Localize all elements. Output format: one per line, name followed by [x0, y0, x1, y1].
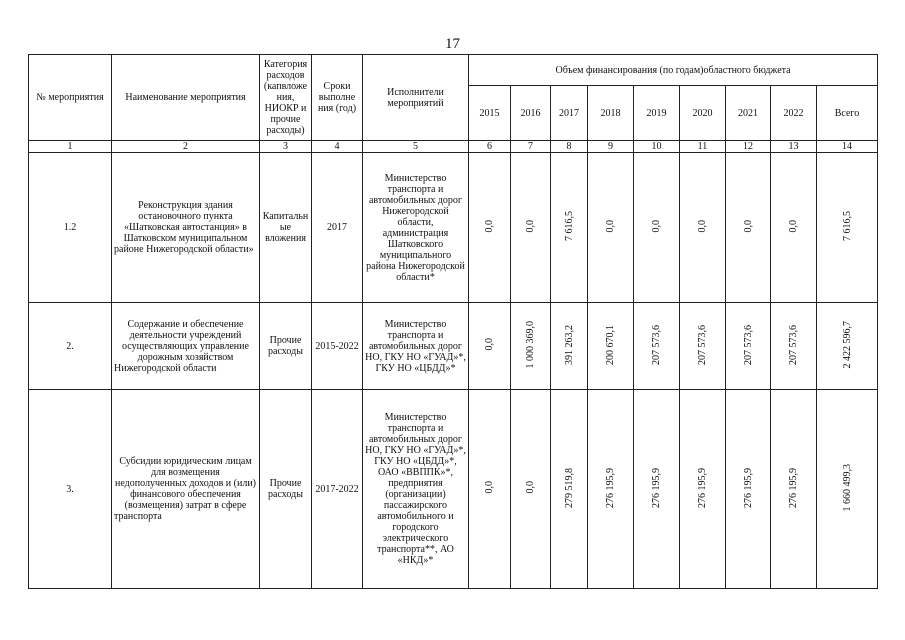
page-number: 17	[445, 36, 460, 52]
value-cell	[680, 303, 726, 390]
value-2020: 207 573,6	[697, 324, 708, 365]
column-numbers-row	[29, 141, 878, 153]
value-2016: 0,0	[525, 481, 536, 494]
column-number: 13	[771, 141, 817, 153]
header-category: Категория расходов (капвложе ния, НИОКР и прочие расходы)	[260, 55, 312, 141]
header-row	[29, 55, 878, 86]
value-cell	[771, 153, 817, 303]
value-2018: 200 670,1	[605, 324, 616, 365]
value-cell	[511, 303, 551, 390]
row-name: Реконструкция здания остановочного пункта «Шатковская автостанция» в Шатковском муниципальном районе Нижегородской области»	[112, 153, 260, 303]
column-number: 1	[29, 141, 112, 153]
value-cell	[680, 153, 726, 303]
row-terms: 2017-2022	[312, 390, 363, 589]
header-terms: Сроки выполне ния (год)	[312, 55, 363, 141]
value-2015: 0,0	[484, 338, 495, 351]
value-2019: 0,0	[651, 219, 662, 233]
row-category: Капитальн ые вложения	[260, 153, 312, 303]
header-year: 2016	[511, 86, 551, 141]
value-total: 7 616,5	[841, 211, 853, 241]
value-cell	[469, 390, 511, 589]
column-number: 3	[260, 141, 312, 153]
value-2021: 207 573,6	[742, 324, 754, 365]
value-cell	[588, 390, 634, 589]
row-terms: 2017	[312, 153, 363, 303]
column-number: 5	[363, 141, 469, 153]
column-number: 8	[551, 141, 588, 153]
value-cell	[634, 153, 680, 303]
value-2021: 0,0	[742, 219, 754, 233]
row-category: Прочие расходы	[260, 303, 312, 390]
table-row	[29, 390, 878, 589]
value-2020: 276 195,9	[697, 467, 708, 508]
column-number: 14	[817, 141, 878, 153]
value-total: 2 422 596,7	[841, 320, 853, 369]
row-name: Содержание и обеспечение деятельности учреждений осуществляющих управление дорожным хозяйством Нижегородской области	[112, 303, 260, 390]
column-number: 10	[634, 141, 680, 153]
row-name: Субсидии юридическим лицам для возмещения недополученных доходов и (или) финансового обеспечения (возмещения) затрат в сфере транспорта	[112, 390, 260, 589]
value-cell	[726, 153, 771, 303]
row-index: 1.2	[29, 153, 112, 303]
row-index: 2.	[29, 303, 112, 390]
value-cell	[511, 153, 551, 303]
value-cell	[588, 303, 634, 390]
value-cell	[817, 153, 878, 303]
header-year: 2022	[771, 86, 817, 141]
header-name: Наименование мероприятия	[112, 55, 260, 141]
header-year: 2015	[469, 86, 511, 141]
row-terms: 2015-2022	[312, 303, 363, 390]
row-executors: Министерство транспорта и автомобильных дорог НО, ГКУ НО «ГУАД»*, ГКУ НО «ЦБДД»*	[363, 303, 469, 390]
value-cell	[469, 303, 511, 390]
value-2015: 0,0	[484, 481, 495, 494]
column-number: 12	[726, 141, 771, 153]
header-year: 2017	[551, 86, 588, 141]
header-executors: Исполнители мероприятий	[363, 55, 469, 141]
header-year: 2021	[726, 86, 771, 141]
value-2016: 1 000 369,0	[525, 320, 536, 369]
value-cell	[551, 390, 588, 589]
value-2020: 0,0	[697, 219, 708, 233]
value-2022: 207 573,6	[788, 324, 799, 365]
column-number: 6	[469, 141, 511, 153]
header-year: 2018	[588, 86, 634, 141]
value-cell	[634, 390, 680, 589]
row-executors: Министерство транспорта и автомобильных дорог НО, ГКУ НО «ГУАД»*, ГКУ НО «ЦБДД»*, ОАО «ВВППК»*, предприятия (организации) пассажирского автомобильного и городского электрического транспорта**, АО «НКД»*	[363, 390, 469, 589]
value-2018: 276 195,9	[605, 467, 616, 508]
value-2017: 7 616,5	[563, 211, 575, 241]
value-cell	[726, 390, 771, 589]
value-total: 1 660 499,3	[841, 463, 853, 512]
table-row	[29, 153, 878, 303]
value-2019: 207 573,6	[651, 324, 662, 365]
value-cell	[771, 390, 817, 589]
value-cell	[726, 303, 771, 390]
value-cell	[588, 153, 634, 303]
header-year: 2019	[634, 86, 680, 141]
value-cell	[551, 303, 588, 390]
value-cell	[551, 153, 588, 303]
column-number: 9	[588, 141, 634, 153]
value-2022: 0,0	[788, 219, 799, 233]
value-cell	[511, 390, 551, 589]
header-index: № мероприятия	[29, 55, 112, 141]
value-2022: 276 195,9	[788, 467, 799, 508]
value-cell	[771, 303, 817, 390]
column-number: 11	[680, 141, 726, 153]
header-total: Всего	[817, 86, 878, 141]
row-executors: Министерство транспорта и автомобильных дорог Нижегородской области, администрация Шатковского муниципального района Нижегородской области*	[363, 153, 469, 303]
table-row	[29, 303, 878, 390]
value-cell	[634, 303, 680, 390]
row-category: Прочие расходы	[260, 390, 312, 589]
value-2015: 0,0	[484, 219, 495, 233]
value-2016: 0,0	[525, 219, 536, 233]
value-cell	[469, 153, 511, 303]
header-financing: Объем финансирования (по годам)областного бюджета	[469, 55, 878, 86]
value-cell	[680, 390, 726, 589]
column-number: 2	[112, 141, 260, 153]
value-cell	[817, 390, 878, 589]
value-2017: 391 263,2	[563, 324, 575, 365]
row-index: 3.	[29, 390, 112, 589]
value-2021: 276 195,9	[742, 467, 754, 508]
column-number: 7	[511, 141, 551, 153]
financing-table	[28, 54, 878, 589]
header-year: 2020	[680, 86, 726, 141]
column-number: 4	[312, 141, 363, 153]
value-2017: 279 519,8	[563, 467, 575, 508]
value-2019: 276 195,9	[651, 467, 662, 508]
value-cell	[817, 303, 878, 390]
value-2018: 0,0	[605, 219, 616, 233]
